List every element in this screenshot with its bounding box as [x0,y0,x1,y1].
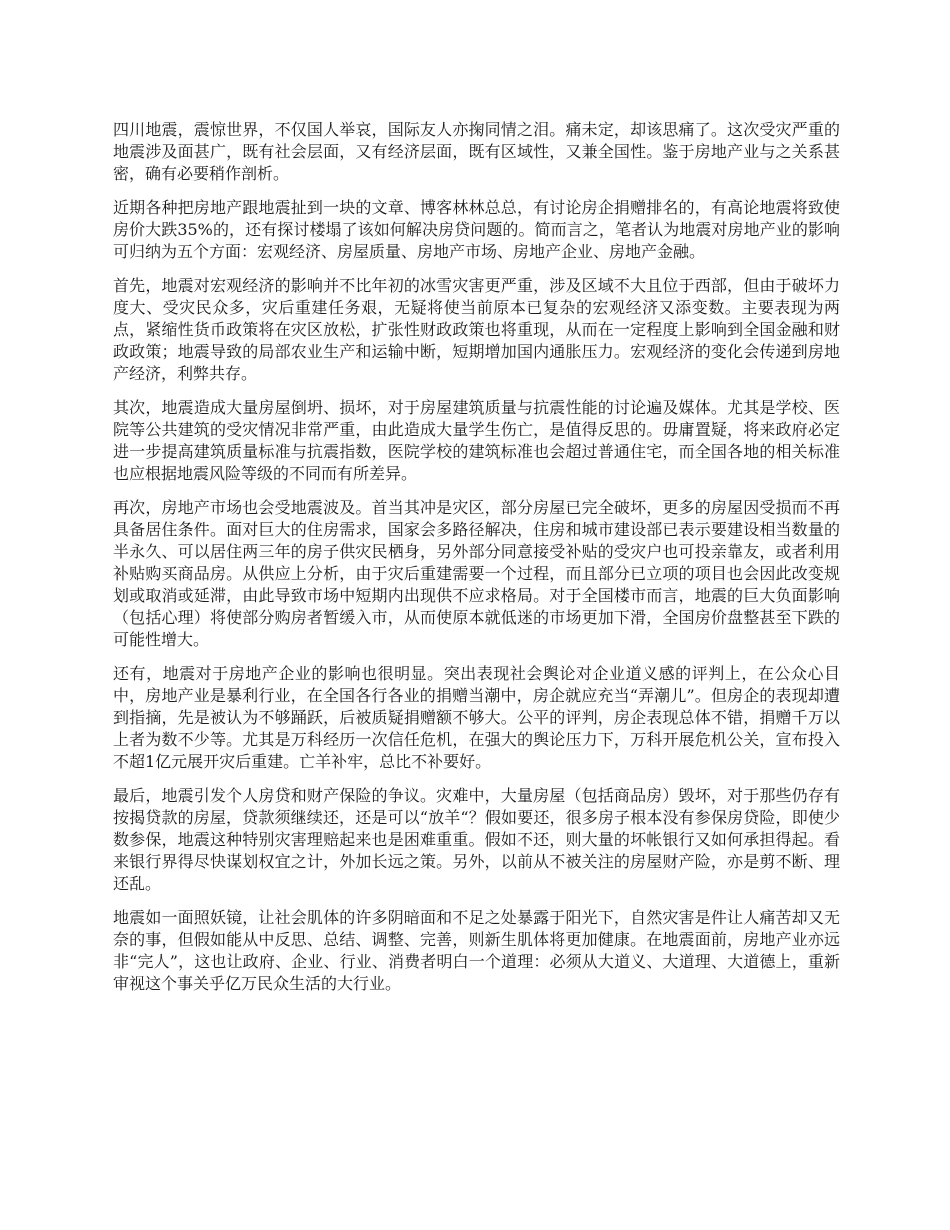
paragraph-real-estate-finance: 最后，地震引发个人房贷和财产保险的争议。灾难中，大量房屋（包括商品房）毁坏，对于那些仍存有按揭贷款的房屋，贷款须继续还，还是可以“放羊“？假如要还，很多房子根本没有参保房贷险，即使少数参保，地震这种特别灾害理赔起来也是困难重重。假如不还，则大量的坏帐银行又如何承担得起。看来银行界得尽快谋划权宜之计，外加长远之策。另外，以前从不被关注的房屋财产险，亦是剪不断、理还乱。 [113,786,840,893]
paragraph-overview: 近期各种把房地产跟地震扯到一块的文章、博客林林总总，有讨论房企捐赠排名的，有高论地震将致使房价大跌35%的，还有探讨楼塌了该如何解决房贷问题的。简而言之，笔者认为地震对房地产业的影响可归纳为五个方面：宏观经济、房屋质量、房地产市场、房地产企业、房地产金融。 [113,198,840,261]
paragraph-macro-economy: 首先，地震对宏观经济的影响并不比年初的冰雪灾害更严重，涉及区域不大且位于西部，但由于破坏力度大、受灾民众多，灾后重建任务艰，无疑将使当前原本已复杂的宏观经济又添变数。主要表现为两点，紧缩性货币政策将在灾区放松，扩张性财政政策也将重现，从而在一定程度上影响到全国金融和财政政策；地震导致的局部农业生产和运输中断，短期增加国内通胀压力。宏观经济的变化会传递到房地产经济，利弊共存。 [113,276,840,383]
paragraph-intro: 四川地震，震惊世界，不仅国人举哀，国际友人亦掬同情之泪。痛未定，却该思痛了。这次受灾严重的地震涉及面甚广，既有社会层面，又有经济层面，既有区域性，又兼全国性。鉴于房地产业与之关系甚密，确有必要稍作剖析。 [113,120,840,183]
paragraph-conclusion: 地震如一面照妖镜，让社会肌体的许多阴暗面和不足之处暴露于阳光下，自然灾害是件让人痛苦却又无奈的事，但假如能从中反思、总结、调整、完善，则新生肌体将更加健康。在地震面前，房地产业亦远非“完人”，这也让政府、企业、行业、消费者明白一个道理：必须从大道义、大道理、大道德上，重新审视这个事关乎亿万民众生活的大行业。 [113,908,840,993]
paragraph-real-estate-market: 再次，房地产市场也会受地震波及。首当其冲是灾区，部分房屋已完全破坏，更多的房屋因受损而不再具备居住条件。面对巨大的住房需求，国家会多路径解决，住房和城市建设部已表示要建设相当数量的半永久、可以居住两三年的房子供灾民栖身，另外部分同意接受补贴的受灾户也可投亲靠友，或者利用补贴购买商品房。从供应上分析，由于灾后重建需要一个过程，而且部分已立项的项目也会因此改变规划或取消或延滞，由此导致市场中短期内出现供不应求格局。对于全国楼市而言，地震的巨大负面影响（包括心理）将使部分购房者暂缓入市，从而使原本就低迷的市场更加下滑，全国房价盘整甚至下跌的可能性增大。 [113,498,840,649]
paragraph-real-estate-companies: 还有，地震对于房地产企业的影响也很明显。突出表现社会舆论对企业道义感的评判上，在公众心目中，房地产业是暴利行业，在全国各行各业的捐赠当潮中，房企就应充当“弄潮儿”。但房企的表现却遭到指摘，先是被认为不够踊跃，后被质疑捐赠额不够大。公平的评判，房企表现总体不错，捐赠千万以上者为数不少等。尤其是万科经历一次信任危机，在强大的舆论压力下，万科开展危机公关，宣布投入不超1亿元展开灾后重建。亡羊补牢，总比不补要好。 [113,664,840,771]
document-body [113,119,840,1007]
paragraph-building-quality: 其次，地震造成大量房屋倒坍、损坏，对于房屋建筑质量与抗震性能的讨论遍及媒体。尤其是学校、医院等公共建筑的受灾情况非常严重，由此造成大量学生伤亡，是值得反思的。毋庸置疑，将来政府必定进一步提高建筑质量标准与抗震指数，医院学校的建筑标准也会超过普通住宅，而全国各地的相关标准也应根据地震风险等级的不同而有所差异。 [113,398,840,483]
